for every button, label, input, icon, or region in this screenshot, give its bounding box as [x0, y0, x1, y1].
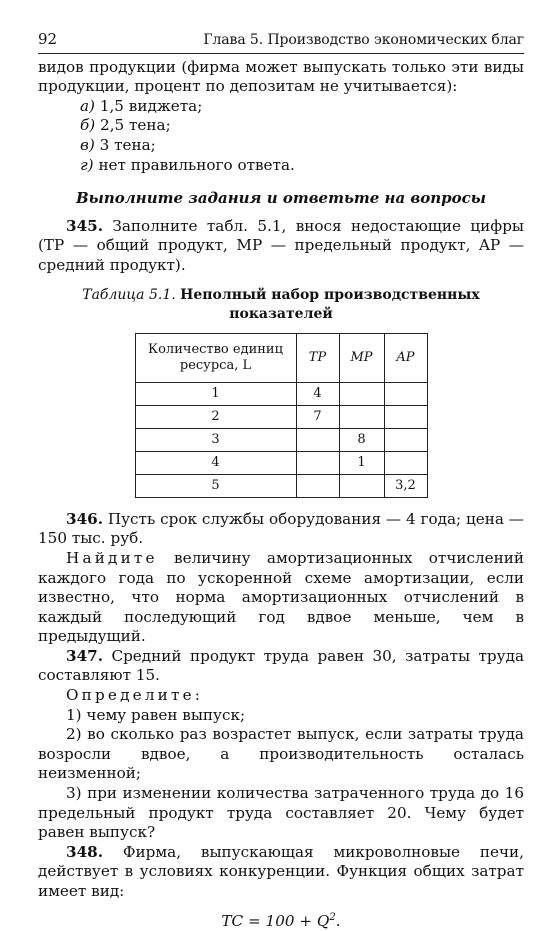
table-header-row [135, 333, 427, 382]
table-cell: 4 [135, 451, 296, 474]
table-cell [296, 474, 339, 497]
table-cell: 4 [296, 382, 339, 405]
table-cell [296, 428, 339, 451]
col-header-l: Количество единиц ресурса, L [135, 333, 296, 382]
task-347: 347. Средний продукт труда равен 30, затраты труда составляют 15. [38, 646, 525, 685]
production-table [135, 333, 428, 498]
col-header-mp: MP [339, 333, 384, 382]
table-cell: 8 [339, 428, 384, 451]
table-cell [384, 382, 427, 405]
intro-text: видов продукции (фирма может выпускать только эти виды продукции, процент по депозитам не учитывается): [38, 57, 524, 96]
task-348: 348. Фирма, выпускающая микроволновые печи, действует в условиях конкуренции. Функция общих затрат имеет вид: [38, 842, 524, 900]
chapter-title: Глава 5. Производство экономических благ [203, 32, 524, 48]
option-b: б) 2,5 тена; [80, 116, 171, 135]
table-cell [339, 382, 384, 405]
task-346: 346. Пусть срок службы оборудования — 4 года; цена — 150 тыс. руб. [38, 509, 524, 548]
table-cell: 2 [135, 405, 296, 428]
option-d: г) нет правильного ответа. [80, 155, 295, 174]
option-a: а) 1,5 виджета; [80, 96, 203, 115]
table-cell [384, 451, 427, 474]
table-cell [339, 405, 384, 428]
answer-options [38, 97, 524, 175]
task-347-item: 3) при изменении количества затраченного труда до 16 предельный продукт труда составляет 20. Чему будет равен выпуск? [38, 784, 524, 842]
table-cell: 5 [135, 474, 296, 497]
col-header-ap: AP [384, 333, 427, 382]
col-header-tp: TP [296, 333, 339, 382]
table-cell: 3 [135, 428, 296, 451]
section-heading: Выполните задания и ответьте на вопросы [75, 189, 487, 208]
table-caption: Таблица 5.1. Неполный набор производственных показателей [82, 286, 480, 323]
task-347-item: 2) во сколько раз возрастет выпуск, если затраты труда возросли вдвое, а производительность осталась неизменной; [38, 725, 524, 783]
page [38, 30, 524, 931]
table-row [135, 474, 427, 497]
table-cell: 1 [135, 382, 296, 405]
table-row [135, 428, 427, 451]
table-cell: 1 [339, 451, 384, 474]
table-row [135, 382, 427, 405]
running-header [38, 30, 524, 54]
table-cell: 3,2 [384, 474, 427, 497]
task-347-item: 1) чему равен выпуск; [66, 705, 246, 724]
cost-formula: TC = $100 + Q^2$. [221, 911, 341, 930]
table-row [135, 405, 427, 428]
table-cell [296, 451, 339, 474]
table-row [135, 451, 427, 474]
task-346-find: Найдите величину амортизационных отчислений каждого года по ускоренной схеме амортизации, если известно, что норма амортизационных отчислений в каждый последующий год вдвое меньше, чем в предыдущий. [38, 548, 524, 646]
table-cell [384, 405, 427, 428]
page-number: 92 [38, 30, 58, 48]
task-345: 345. Заполните табл. 5.1, внося недостающие цифры (TP — общий продукт, MP — предельный продукт, AP — средний продукт). [38, 216, 525, 274]
table-cell: 7 [296, 405, 339, 428]
task-347-determine: Определите: [66, 686, 200, 705]
option-c: в) 3 тена; [80, 135, 156, 154]
table-cell [384, 428, 427, 451]
table-cell [339, 474, 384, 497]
